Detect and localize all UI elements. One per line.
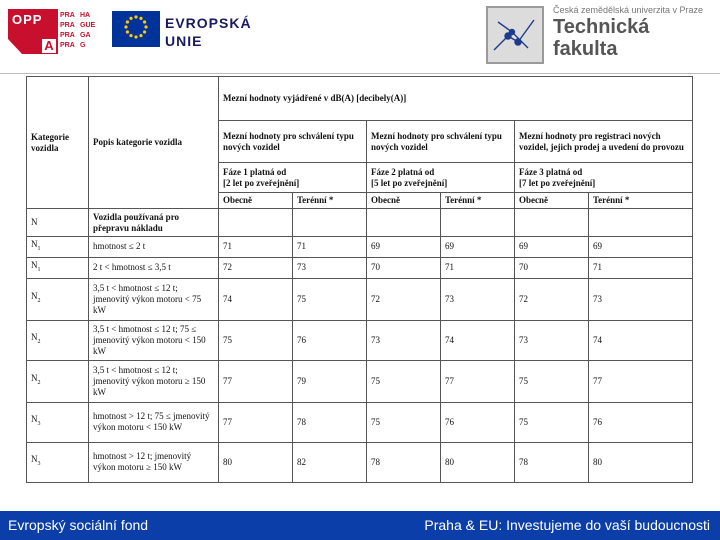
value-cell: 77 <box>219 360 293 402</box>
value-cell: 69 <box>589 237 693 258</box>
value-cell: 70 <box>515 257 589 278</box>
value-cell: 74 <box>219 278 293 320</box>
value-cell: 71 <box>293 237 367 258</box>
value-cell: 76 <box>589 402 693 442</box>
footer-banner <box>0 511 720 540</box>
value-cell: 74 <box>441 320 515 360</box>
category-cell: $N_1$ <box>27 237 89 258</box>
value-cell: 80 <box>219 442 293 482</box>
sub-general: Obecně <box>515 193 589 209</box>
faculty-emblem-icon <box>486 6 544 64</box>
eu-title: EVROPSKÁ UNIE <box>165 15 252 49</box>
value-cell: 78 <box>367 442 441 482</box>
value-cell: 76 <box>293 320 367 360</box>
description-cell: Vozidla používaná pro přepravu nákladu <box>89 209 219 237</box>
table-header-row <box>27 77 693 121</box>
value-cell: 69 <box>441 237 515 258</box>
sub-terrain: Terénní * <box>589 193 693 209</box>
value-cell: 78 <box>293 402 367 442</box>
col-category-header: Kategorie vozidla <box>27 77 89 209</box>
approval-header-c: Mezní hodnoty pro registraci nových vozidel, jejich prodej a uvedení do provozu <box>515 121 693 163</box>
sub-terrain: Terénní * <box>293 193 367 209</box>
value-cell: 80 <box>441 442 515 482</box>
category-cell: $N_2$ <box>27 360 89 402</box>
table-row <box>27 402 693 442</box>
eu-flag-icon <box>112 11 160 47</box>
opp-logo-text: OPP <box>12 12 43 27</box>
description-cell: 3,5 t < hmotnost ≤ 12 t; jmenovitý výkon motoru ≥ 150 kW <box>89 360 219 402</box>
category-cell: $N_1$ <box>27 257 89 278</box>
value-cell: 73 <box>367 320 441 360</box>
col-limits-header: Mezní hodnoty vyjádřené v dB(A) [decibely(A)] <box>219 77 693 121</box>
category-cell: $N_3$ <box>27 442 89 482</box>
value-cell: 75 <box>293 278 367 320</box>
value-cell: 71 <box>589 257 693 278</box>
value-cell: 75 <box>515 402 589 442</box>
description-cell: hmotnost > 12 t; 75 ≤ jmenovitý výkon motoru < 150 kW <box>89 402 219 442</box>
table-row <box>27 320 693 360</box>
approval-header-b: Mezní hodnoty pro schválení typu nových vozidel <box>367 121 515 163</box>
description-cell: 3,5 t < hmotnost ≤ 12 t; 75 ≤ jmenovitý výkon motoru < 150 kW <box>89 320 219 360</box>
table-body <box>27 237 693 483</box>
phase2-header: Fáze 2 platná od [5 let po zveřejnění] <box>367 163 515 193</box>
footer-right-text: Praha & EU: Investujeme do vaší budoucnosti <box>424 517 710 533</box>
value-cell: 74 <box>589 320 693 360</box>
opp-logo <box>8 9 58 54</box>
praha-logo: PRA PRA PRA PRA HA GUE GA G <box>60 12 96 49</box>
value-cell: 77 <box>441 360 515 402</box>
value-cell: 75 <box>367 402 441 442</box>
faculty-name: Technická fakulta <box>553 16 650 60</box>
value-cell: 70 <box>367 257 441 278</box>
category-cell: $N_2$ <box>27 320 89 360</box>
value-cell: 75 <box>515 360 589 402</box>
value-cell: 80 <box>589 442 693 482</box>
description-cell: 2 t < hmotnost ≤ 3,5 t <box>89 257 219 278</box>
value-cell: 72 <box>219 257 293 278</box>
sub-terrain: Terénní * <box>441 193 515 209</box>
university-name: Česká zemědělská univerzita v Praze <box>553 5 704 15</box>
phase1-header: Fáze 1 platná od [2 let po zveřejnění] <box>219 163 367 193</box>
category-cell: N <box>27 209 89 237</box>
noise-limits-table <box>26 76 693 483</box>
footer-left-text: Evropský sociální fond <box>8 517 149 533</box>
header-banner <box>0 0 720 72</box>
value-cell: 79 <box>293 360 367 402</box>
opp-logo-letter: A <box>42 39 56 53</box>
value-cell: 73 <box>441 278 515 320</box>
approval-header-a: Mezní hodnoty pro schválení typu nových vozidel <box>219 121 367 163</box>
sub-general: Obecně <box>219 193 293 209</box>
value-cell: 71 <box>219 237 293 258</box>
table-row <box>27 442 693 482</box>
value-cell: 77 <box>219 402 293 442</box>
value-cell: 72 <box>515 278 589 320</box>
category-cell: $N_2$ <box>27 278 89 320</box>
value-cell: 72 <box>367 278 441 320</box>
table-row <box>27 257 693 278</box>
phase3-header: Fáze 3 platná od [7 let po zveřejnění] <box>515 163 693 193</box>
value-cell: 69 <box>515 237 589 258</box>
value-cell: 78 <box>515 442 589 482</box>
value-cell: 73 <box>293 257 367 278</box>
value-cell: 82 <box>293 442 367 482</box>
header-divider <box>0 73 720 74</box>
col-description-header: Popis kategorie vozidla <box>89 77 219 209</box>
value-cell: 73 <box>589 278 693 320</box>
description-cell: 3,5 t < hmotnost ≤ 12 t; jmenovitý výkon motoru < 75 kW <box>89 278 219 320</box>
category-cell: $N_3$ <box>27 402 89 442</box>
table-row <box>27 278 693 320</box>
value-cell: 75 <box>219 320 293 360</box>
description-cell: hmotnost > 12 t; jmenovitý výkon motoru ≥ 150 kW <box>89 442 219 482</box>
table-row <box>27 209 693 237</box>
value-cell: 71 <box>441 257 515 278</box>
sub-general: Obecně <box>367 193 441 209</box>
value-cell: 69 <box>367 237 441 258</box>
value-cell: 76 <box>441 402 515 442</box>
description-cell: hmotnost ≤ 2 t <box>89 237 219 258</box>
value-cell: 75 <box>367 360 441 402</box>
table-row <box>27 237 693 258</box>
table-row <box>27 360 693 402</box>
value-cell: 73 <box>515 320 589 360</box>
value-cell: 77 <box>589 360 693 402</box>
